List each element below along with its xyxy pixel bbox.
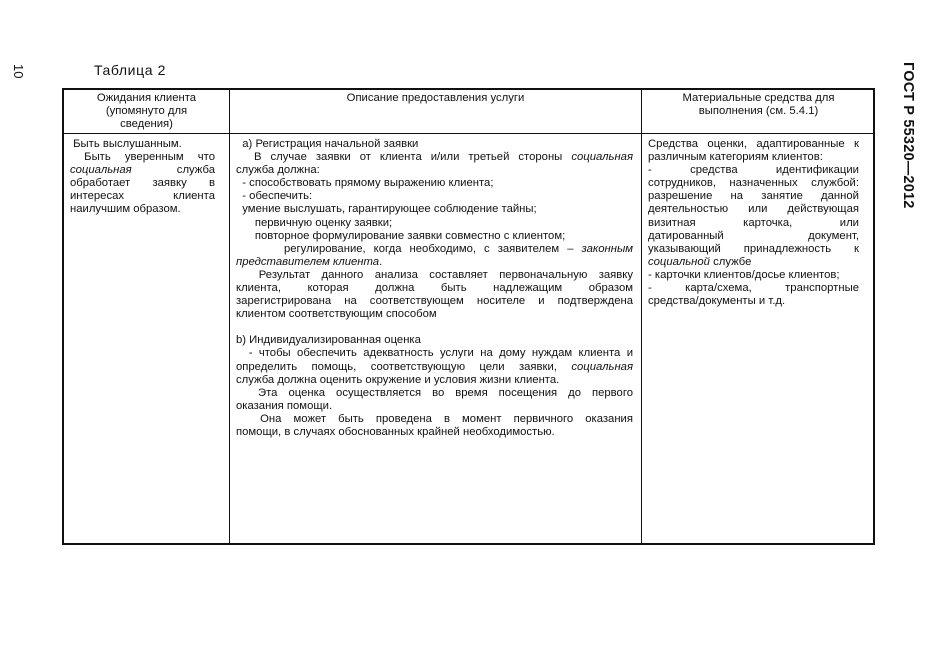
header-line: Ожидания клиента bbox=[96, 92, 197, 104]
header-line: Материальные средства для bbox=[682, 92, 835, 104]
text-line bbox=[70, 151, 215, 164]
text-line bbox=[236, 282, 633, 295]
text-line bbox=[236, 217, 633, 230]
text-segment: Результат данного анализа составляет первоначальную заявку bbox=[236, 268, 633, 281]
text-line bbox=[648, 295, 859, 308]
text-line bbox=[648, 203, 859, 216]
text-line bbox=[648, 177, 859, 190]
text-line bbox=[236, 361, 633, 374]
text-segment: клиента, которая должна быть надлежащим образом bbox=[236, 282, 633, 295]
cell-service-description bbox=[236, 138, 633, 439]
italic-text: представителем клиента bbox=[236, 255, 380, 268]
text-segment: зарегистрирована на соответствующем носителе и подтверждена bbox=[236, 295, 633, 308]
header-client-expectations bbox=[64, 92, 229, 131]
text-line bbox=[236, 426, 633, 439]
text-segment: - обеспечить: bbox=[236, 190, 313, 203]
text-segment: - чтобы обеспечить адекватность услуги на дому нуждам клиента и bbox=[236, 347, 633, 360]
text-segment: - средства идентификации bbox=[648, 164, 859, 177]
text-segment: повторное формулирование заявки совместно с клиентом; bbox=[236, 229, 566, 242]
italic-text: социальная bbox=[571, 360, 633, 373]
text-segment: помощи, в случаях обоснованных крайней необходимостью. bbox=[236, 425, 555, 438]
text-segment: интересах клиента bbox=[70, 190, 215, 203]
header-service-description bbox=[230, 92, 641, 105]
header-line: (упомянуто для bbox=[105, 105, 188, 117]
italic-text: законным bbox=[581, 242, 633, 255]
page-number: 10 bbox=[11, 64, 26, 79]
text-segment: указывающий принадлежность к bbox=[648, 242, 859, 255]
header-divider bbox=[64, 133, 873, 134]
cell-client-expectations bbox=[70, 138, 215, 217]
text-line bbox=[70, 177, 215, 190]
text-line bbox=[648, 190, 859, 203]
text-line bbox=[648, 217, 859, 230]
text-segment: разрешение на занятие данной bbox=[648, 190, 859, 203]
text-segment: определить помощь, соответствующую цели заявки, bbox=[236, 360, 572, 373]
text-line bbox=[236, 190, 633, 203]
text-segment: деятельностью или действующая bbox=[648, 203, 859, 216]
text-line bbox=[648, 269, 859, 282]
text-segment: Средства оценки, адаптированные к bbox=[648, 138, 859, 150]
text-line bbox=[236, 177, 633, 190]
text-line bbox=[648, 282, 859, 295]
text-line bbox=[236, 413, 633, 426]
text-line bbox=[236, 308, 633, 321]
text-line bbox=[648, 256, 859, 269]
text-segment: датированный документ, bbox=[648, 229, 859, 242]
header-line: Описание предоставления услуги bbox=[346, 92, 525, 104]
text-segment: клиентом соответствующим способом bbox=[236, 308, 437, 321]
text-line bbox=[236, 387, 633, 400]
text-segment: - карта/схема, транспортные bbox=[648, 282, 859, 295]
text-segment: службе bbox=[709, 255, 752, 268]
text-segment: Быть выслушанным. bbox=[70, 138, 182, 150]
text-segment: сотрудников, назначенных службой: bbox=[648, 177, 859, 190]
text-line bbox=[648, 151, 859, 164]
table-caption: Таблица 2 bbox=[94, 62, 166, 78]
header-line: сведения) bbox=[120, 118, 173, 130]
standard-code: ГОСТ Р 55320—2012 bbox=[900, 62, 916, 209]
text-segment: - способствовать прямому выражению клиента; bbox=[236, 177, 494, 190]
text-segment: служба должна: bbox=[236, 164, 320, 177]
text-line bbox=[236, 203, 633, 216]
text-line bbox=[648, 243, 859, 256]
text-line bbox=[648, 164, 859, 177]
text-line bbox=[70, 138, 215, 151]
italic-text: социальная bbox=[571, 151, 633, 164]
text-line bbox=[236, 230, 633, 243]
text-segment: b) Индивидуализированная оценка bbox=[236, 334, 421, 347]
text-line bbox=[236, 138, 633, 151]
header-material-means bbox=[642, 92, 875, 118]
text-line bbox=[70, 164, 215, 177]
italic-text: социальная bbox=[70, 164, 132, 177]
text-line bbox=[236, 269, 633, 282]
column-divider bbox=[229, 90, 230, 543]
text-segment: первичную оценку заявки; bbox=[236, 216, 393, 229]
text-line bbox=[236, 164, 633, 177]
text-line bbox=[236, 374, 633, 387]
text-segment: . bbox=[379, 255, 383, 268]
text-line bbox=[236, 151, 633, 164]
text-line bbox=[236, 256, 633, 269]
text-segment: Быть уверенным что bbox=[70, 151, 215, 164]
text-segment: В случае заявки от клиента и/или третьей стороны bbox=[236, 151, 572, 164]
services-table bbox=[62, 88, 875, 545]
text-segment: средства/документы и т.д. bbox=[648, 295, 786, 308]
text-line bbox=[236, 243, 633, 256]
text-segment: - карточки клиентов/досье клиентов; bbox=[648, 268, 840, 281]
text-segment: обработает заявку в bbox=[70, 177, 215, 190]
text-line bbox=[648, 230, 859, 243]
text-segment: регулирование, когда необходимо, с заявителем – bbox=[236, 242, 582, 255]
text-line bbox=[236, 334, 633, 347]
text-line bbox=[236, 295, 633, 308]
text-segment: Она может быть проведена в момент первичного оказания bbox=[236, 412, 633, 425]
column-divider bbox=[641, 90, 642, 543]
text-segment: а) Регистрация начальной заявки bbox=[236, 138, 419, 150]
text-segment: служба bbox=[131, 164, 215, 177]
text-segment: Эта оценка осуществляется во время посещения до первого bbox=[236, 386, 633, 399]
text-line bbox=[648, 138, 859, 151]
text-segment: служба должна оценить окружение и условия жизни клиента. bbox=[236, 373, 560, 386]
header-line: выполнения (см. 5.4.1) bbox=[698, 105, 819, 117]
cell-material-means bbox=[648, 138, 859, 308]
text-segment: умение выслушать, гарантирующее соблюдение тайны; bbox=[236, 203, 537, 216]
text-segment: оказания помощи. bbox=[236, 399, 333, 412]
italic-text: социальной bbox=[648, 255, 710, 268]
text-line bbox=[70, 190, 215, 203]
text-segment: различным категориям клиентов: bbox=[648, 151, 823, 164]
text-line bbox=[236, 347, 633, 360]
text-segment: наилучшим образом. bbox=[70, 203, 181, 216]
text-segment: визитная карточка, или bbox=[648, 216, 859, 229]
text-line bbox=[70, 203, 215, 216]
paragraph-gap bbox=[236, 321, 633, 334]
text-line bbox=[236, 400, 633, 413]
